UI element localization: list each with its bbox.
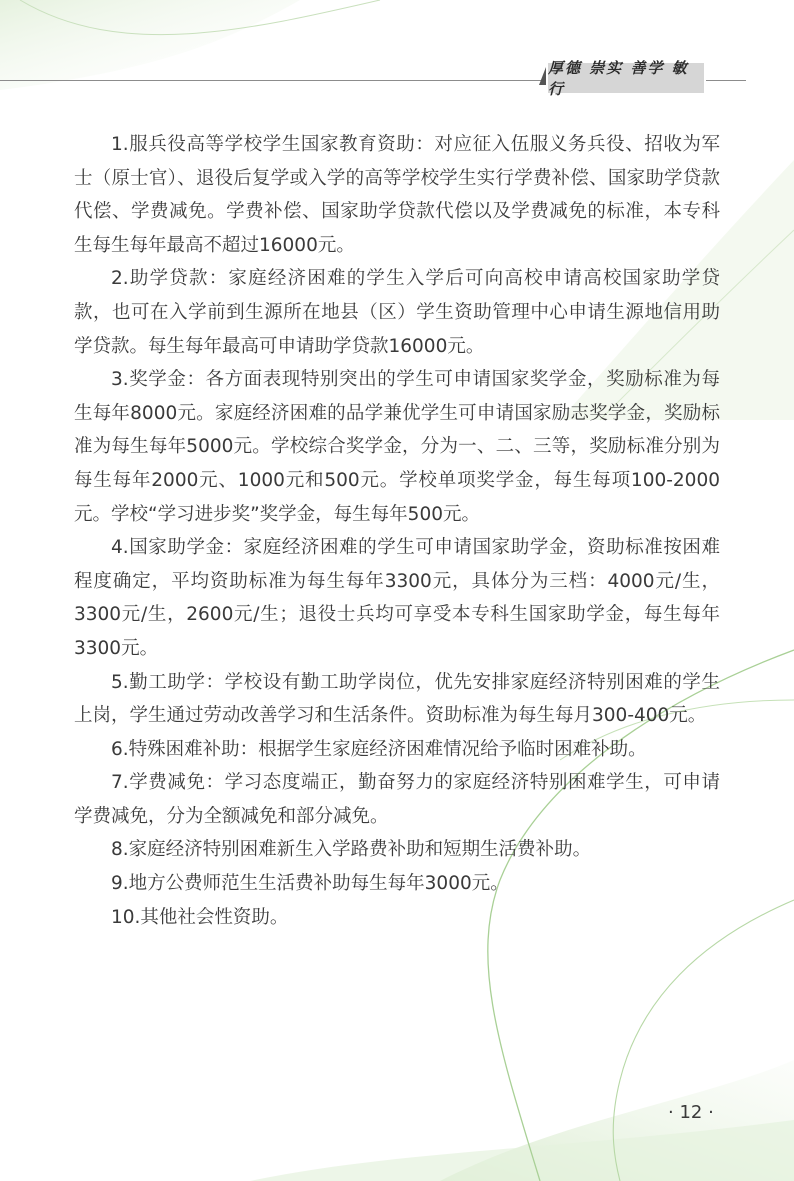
paragraph-7: 7.学费减免：学习态度端正，勤奋努力的家庭经济特别困难学生，可申请学费减免，分为全额减免和部分减免。 <box>74 772 720 827</box>
paragraph-4: 4.国家助学金：家庭经济困难的学生可申请国家助学金，资助标准按困难程度确定，平均资助标准为每生每年3300元，具体分为三档：4000元/生，3300元/生，2600元/生；退役士兵均可享受本专科生国家助学金，每生每年3300元。 <box>74 537 720 659</box>
header-rule-left <box>0 80 545 81</box>
page-number: · 12 · <box>668 1102 714 1123</box>
body-text <box>74 128 720 934</box>
paragraph-2: 2.助学贷款：家庭经济困难的学生入学后可向高校申请高校国家助学贷款，也可在入学前到生源所在地县（区）学生资助管理中心申请生源地信用助学贷款。每生每年最高可申请助学贷款16000元。 <box>74 268 720 357</box>
paragraph-6: 6.特殊困难补助：根据学生家庭经济困难情况给予临时困难补助。 <box>111 738 647 760</box>
paragraph-8: 8.家庭经济特别困难新生入学路费补助和短期生活费补助。 <box>111 839 592 861</box>
paragraph-3: 3.奖学金：各方面表现特别突出的学生可申请国家奖学金，奖励标准为每生每年8000元。家庭经济困难的品学兼优学生可申请国家励志奖学金，奖励标准为每生每年5000元。学校综合奖学金，分为一、二、三等，奖励标准分别为每生每年2000元、1000元和500元。学校单项奖学金，每生每项100-2000元。学校“学习进步奖”奖学金，每生每年500元。 <box>74 369 720 525</box>
motto-marker <box>539 67 546 85</box>
paragraph-5: 5.勤工助学：学校设有勤工助学岗位，优先安排家庭经济特别困难的学生上岗，学生通过劳动改善学习和生活条件。资助标准为每生每月300-400元。 <box>74 671 720 727</box>
top-wave <box>0 0 300 90</box>
header-motto: 厚德 崇实 善学 敏行 <box>548 63 704 93</box>
header-rule-right <box>706 80 746 81</box>
paragraph-10: 10.其他社会性资助。 <box>111 906 289 928</box>
paragraph-1: 1.服兵役高等学校学生国家教育资助：对应征入伍服义务兵役、招收为军士（原士官）、退役后复学或入学的高等学校学生实行学费补偿、国家助学贷款代偿、学费减免。学费补偿、国家助学贷款代偿以及学费减免的标准，本专科生每生每年最高不超过16000元。 <box>74 134 720 256</box>
paragraph-9: 9.地方公费师范生生活费补助每生每年3000元。 <box>111 873 509 895</box>
